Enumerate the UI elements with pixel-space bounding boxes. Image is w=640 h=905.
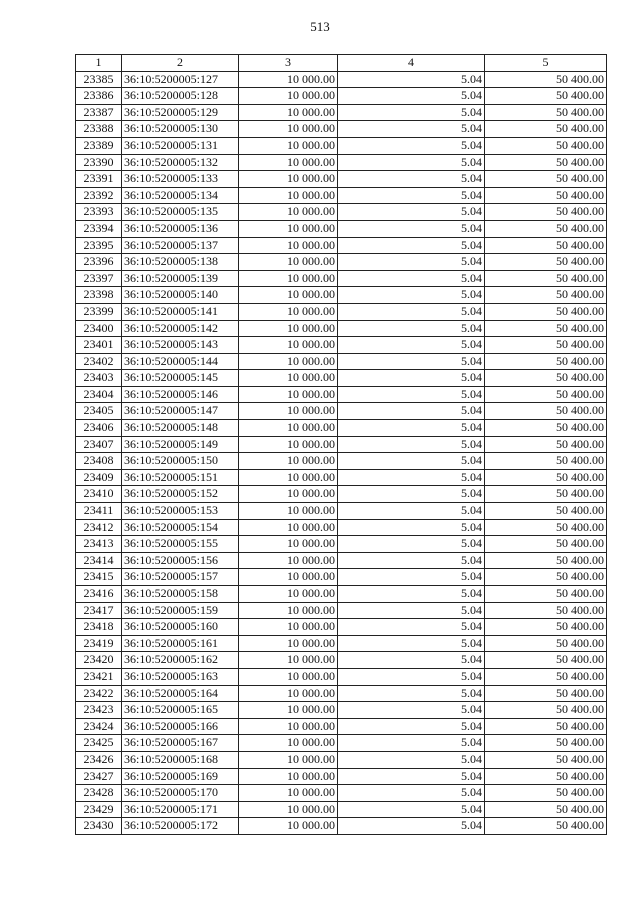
rate-cell: 5.04 bbox=[338, 569, 485, 586]
cadastral-number-cell: 36:10:5200005:131 bbox=[122, 137, 239, 154]
column-header: 4 bbox=[338, 55, 485, 72]
row-number-cell: 23429 bbox=[76, 801, 122, 818]
cadastral-number-cell: 36:10:5200005:133 bbox=[122, 171, 239, 188]
area-cell: 10 000.00 bbox=[239, 270, 338, 287]
table-row bbox=[76, 735, 607, 752]
amount-cell: 50 400.00 bbox=[485, 420, 607, 437]
cadastral-number-cell: 36:10:5200005:171 bbox=[122, 801, 239, 818]
amount-cell: 50 400.00 bbox=[485, 204, 607, 221]
amount-cell: 50 400.00 bbox=[485, 104, 607, 121]
area-cell: 10 000.00 bbox=[239, 420, 338, 437]
amount-cell: 50 400.00 bbox=[485, 88, 607, 105]
area-cell: 10 000.00 bbox=[239, 204, 338, 221]
row-number-cell: 23423 bbox=[76, 702, 122, 719]
table-row bbox=[76, 320, 607, 337]
area-cell: 10 000.00 bbox=[239, 453, 338, 470]
table-body bbox=[76, 71, 607, 834]
amount-cell: 50 400.00 bbox=[485, 652, 607, 669]
row-number-cell: 23421 bbox=[76, 668, 122, 685]
amount-cell: 50 400.00 bbox=[485, 702, 607, 719]
amount-cell: 50 400.00 bbox=[485, 71, 607, 88]
rate-cell: 5.04 bbox=[338, 270, 485, 287]
rate-cell: 5.04 bbox=[338, 801, 485, 818]
cadastral-number-cell: 36:10:5200005:137 bbox=[122, 237, 239, 254]
amount-cell: 50 400.00 bbox=[485, 635, 607, 652]
row-number-cell: 23422 bbox=[76, 685, 122, 702]
cadastral-number-cell: 36:10:5200005:136 bbox=[122, 220, 239, 237]
area-cell: 10 000.00 bbox=[239, 137, 338, 154]
area-cell: 10 000.00 bbox=[239, 337, 338, 354]
table-row bbox=[76, 586, 607, 603]
rate-cell: 5.04 bbox=[338, 370, 485, 387]
amount-cell: 50 400.00 bbox=[485, 436, 607, 453]
area-cell: 10 000.00 bbox=[239, 353, 338, 370]
row-number-cell: 23390 bbox=[76, 154, 122, 171]
rate-cell: 5.04 bbox=[338, 652, 485, 669]
row-number-cell: 23405 bbox=[76, 403, 122, 420]
cadastral-number-cell: 36:10:5200005:138 bbox=[122, 254, 239, 271]
cadastral-number-cell: 36:10:5200005:167 bbox=[122, 735, 239, 752]
cadastral-number-cell: 36:10:5200005:164 bbox=[122, 685, 239, 702]
table-row bbox=[76, 785, 607, 802]
cadastral-number-cell: 36:10:5200005:135 bbox=[122, 204, 239, 221]
table-row bbox=[76, 137, 607, 154]
cadastral-number-cell: 36:10:5200005:139 bbox=[122, 270, 239, 287]
rate-cell: 5.04 bbox=[338, 303, 485, 320]
cadastral-number-cell: 36:10:5200005:156 bbox=[122, 552, 239, 569]
area-cell: 10 000.00 bbox=[239, 436, 338, 453]
rate-cell: 5.04 bbox=[338, 818, 485, 835]
cadastral-number-cell: 36:10:5200005:166 bbox=[122, 718, 239, 735]
cadastral-number-cell: 36:10:5200005:149 bbox=[122, 436, 239, 453]
column-header: 2 bbox=[122, 55, 239, 72]
row-number-cell: 23430 bbox=[76, 818, 122, 835]
cadastral-number-cell: 36:10:5200005:172 bbox=[122, 818, 239, 835]
rate-cell: 5.04 bbox=[338, 785, 485, 802]
amount-cell: 50 400.00 bbox=[485, 801, 607, 818]
cadastral-number-cell: 36:10:5200005:170 bbox=[122, 785, 239, 802]
amount-cell: 50 400.00 bbox=[485, 536, 607, 553]
amount-cell: 50 400.00 bbox=[485, 668, 607, 685]
area-cell: 10 000.00 bbox=[239, 668, 338, 685]
cadastral-number-cell: 36:10:5200005:143 bbox=[122, 337, 239, 354]
rate-cell: 5.04 bbox=[338, 403, 485, 420]
amount-cell: 50 400.00 bbox=[485, 453, 607, 470]
rate-cell: 5.04 bbox=[338, 718, 485, 735]
amount-cell: 50 400.00 bbox=[485, 337, 607, 354]
rate-cell: 5.04 bbox=[338, 702, 485, 719]
rate-cell: 5.04 bbox=[338, 386, 485, 403]
table-row bbox=[76, 436, 607, 453]
amount-cell: 50 400.00 bbox=[485, 386, 607, 403]
rate-cell: 5.04 bbox=[338, 586, 485, 603]
area-cell: 10 000.00 bbox=[239, 602, 338, 619]
area-cell: 10 000.00 bbox=[239, 818, 338, 835]
cadastral-number-cell: 36:10:5200005:148 bbox=[122, 420, 239, 437]
amount-cell: 50 400.00 bbox=[485, 154, 607, 171]
rate-cell: 5.04 bbox=[338, 254, 485, 271]
area-cell: 10 000.00 bbox=[239, 801, 338, 818]
area-cell: 10 000.00 bbox=[239, 403, 338, 420]
area-cell: 10 000.00 bbox=[239, 104, 338, 121]
table-row bbox=[76, 303, 607, 320]
area-cell: 10 000.00 bbox=[239, 751, 338, 768]
table-row bbox=[76, 668, 607, 685]
amount-cell: 50 400.00 bbox=[485, 519, 607, 536]
row-number-cell: 23397 bbox=[76, 270, 122, 287]
row-number-cell: 23400 bbox=[76, 320, 122, 337]
area-cell: 10 000.00 bbox=[239, 718, 338, 735]
amount-cell: 50 400.00 bbox=[485, 303, 607, 320]
table-row bbox=[76, 552, 607, 569]
amount-cell: 50 400.00 bbox=[485, 353, 607, 370]
rate-cell: 5.04 bbox=[338, 635, 485, 652]
amount-cell: 50 400.00 bbox=[485, 685, 607, 702]
area-cell: 10 000.00 bbox=[239, 702, 338, 719]
cadastral-number-cell: 36:10:5200005:128 bbox=[122, 88, 239, 105]
cadastral-number-cell: 36:10:5200005:132 bbox=[122, 154, 239, 171]
row-number-cell: 23415 bbox=[76, 569, 122, 586]
amount-cell: 50 400.00 bbox=[485, 818, 607, 835]
row-number-cell: 23396 bbox=[76, 254, 122, 271]
area-cell: 10 000.00 bbox=[239, 652, 338, 669]
row-number-cell: 23426 bbox=[76, 751, 122, 768]
row-number-cell: 23409 bbox=[76, 469, 122, 486]
row-number-cell: 23388 bbox=[76, 121, 122, 138]
area-cell: 10 000.00 bbox=[239, 171, 338, 188]
amount-cell: 50 400.00 bbox=[485, 121, 607, 138]
amount-cell: 50 400.00 bbox=[485, 785, 607, 802]
row-number-cell: 23406 bbox=[76, 420, 122, 437]
row-number-cell: 23404 bbox=[76, 386, 122, 403]
row-number-cell: 23399 bbox=[76, 303, 122, 320]
area-cell: 10 000.00 bbox=[239, 469, 338, 486]
rate-cell: 5.04 bbox=[338, 668, 485, 685]
table-row bbox=[76, 652, 607, 669]
amount-cell: 50 400.00 bbox=[485, 137, 607, 154]
cadastral-number-cell: 36:10:5200005:153 bbox=[122, 503, 239, 520]
table-row bbox=[76, 536, 607, 553]
cadastral-number-cell: 36:10:5200005:161 bbox=[122, 635, 239, 652]
amount-cell: 50 400.00 bbox=[485, 586, 607, 603]
rate-cell: 5.04 bbox=[338, 154, 485, 171]
table-row bbox=[76, 71, 607, 88]
row-number-cell: 23413 bbox=[76, 536, 122, 553]
rate-cell: 5.04 bbox=[338, 469, 485, 486]
cadastral-number-cell: 36:10:5200005:130 bbox=[122, 121, 239, 138]
rate-cell: 5.04 bbox=[338, 519, 485, 536]
area-cell: 10 000.00 bbox=[239, 785, 338, 802]
row-number-cell: 23387 bbox=[76, 104, 122, 121]
row-number-cell: 23393 bbox=[76, 204, 122, 221]
table-row bbox=[76, 237, 607, 254]
rate-cell: 5.04 bbox=[338, 536, 485, 553]
amount-cell: 50 400.00 bbox=[485, 569, 607, 586]
table-row bbox=[76, 768, 607, 785]
table-row bbox=[76, 569, 607, 586]
rate-cell: 5.04 bbox=[338, 768, 485, 785]
row-number-cell: 23389 bbox=[76, 137, 122, 154]
cadastral-number-cell: 36:10:5200005:134 bbox=[122, 187, 239, 204]
table-row bbox=[76, 204, 607, 221]
table-row bbox=[76, 254, 607, 271]
cadastral-number-cell: 36:10:5200005:144 bbox=[122, 353, 239, 370]
row-number-cell: 23408 bbox=[76, 453, 122, 470]
row-number-cell: 23428 bbox=[76, 785, 122, 802]
row-number-cell: 23392 bbox=[76, 187, 122, 204]
row-number-cell: 23427 bbox=[76, 768, 122, 785]
amount-cell: 50 400.00 bbox=[485, 503, 607, 520]
amount-cell: 50 400.00 bbox=[485, 237, 607, 254]
table-row bbox=[76, 801, 607, 818]
table-row bbox=[76, 420, 607, 437]
rate-cell: 5.04 bbox=[338, 503, 485, 520]
cadastral-number-cell: 36:10:5200005:162 bbox=[122, 652, 239, 669]
area-cell: 10 000.00 bbox=[239, 519, 338, 536]
column-header: 3 bbox=[239, 55, 338, 72]
table-row bbox=[76, 503, 607, 520]
area-cell: 10 000.00 bbox=[239, 619, 338, 636]
rate-cell: 5.04 bbox=[338, 602, 485, 619]
cadastral-number-cell: 36:10:5200005:163 bbox=[122, 668, 239, 685]
rate-cell: 5.04 bbox=[338, 353, 485, 370]
rate-cell: 5.04 bbox=[338, 735, 485, 752]
rate-cell: 5.04 bbox=[338, 121, 485, 138]
area-cell: 10 000.00 bbox=[239, 503, 338, 520]
cadastral-number-cell: 36:10:5200005:147 bbox=[122, 403, 239, 420]
rate-cell: 5.04 bbox=[338, 337, 485, 354]
amount-cell: 50 400.00 bbox=[485, 619, 607, 636]
cadastral-number-cell: 36:10:5200005:141 bbox=[122, 303, 239, 320]
table-row bbox=[76, 519, 607, 536]
table-row bbox=[76, 270, 607, 287]
table-row bbox=[76, 370, 607, 387]
area-cell: 10 000.00 bbox=[239, 88, 338, 105]
rate-cell: 5.04 bbox=[338, 420, 485, 437]
rate-cell: 5.04 bbox=[338, 751, 485, 768]
row-number-cell: 23398 bbox=[76, 287, 122, 304]
row-number-cell: 23420 bbox=[76, 652, 122, 669]
area-cell: 10 000.00 bbox=[239, 635, 338, 652]
table-row bbox=[76, 403, 607, 420]
cadastral-number-cell: 36:10:5200005:169 bbox=[122, 768, 239, 785]
rate-cell: 5.04 bbox=[338, 436, 485, 453]
table-row bbox=[76, 702, 607, 719]
amount-cell: 50 400.00 bbox=[485, 270, 607, 287]
amount-cell: 50 400.00 bbox=[485, 469, 607, 486]
area-cell: 10 000.00 bbox=[239, 386, 338, 403]
area-cell: 10 000.00 bbox=[239, 254, 338, 271]
area-cell: 10 000.00 bbox=[239, 370, 338, 387]
table-row bbox=[76, 469, 607, 486]
row-number-cell: 23418 bbox=[76, 619, 122, 636]
area-cell: 10 000.00 bbox=[239, 187, 338, 204]
cadastral-number-cell: 36:10:5200005:129 bbox=[122, 104, 239, 121]
table-row bbox=[76, 171, 607, 188]
area-cell: 10 000.00 bbox=[239, 486, 338, 503]
area-cell: 10 000.00 bbox=[239, 685, 338, 702]
amount-cell: 50 400.00 bbox=[485, 751, 607, 768]
row-number-cell: 23386 bbox=[76, 88, 122, 105]
row-number-cell: 23407 bbox=[76, 436, 122, 453]
table-header bbox=[76, 55, 607, 72]
rate-cell: 5.04 bbox=[338, 204, 485, 221]
rate-cell: 5.04 bbox=[338, 685, 485, 702]
area-cell: 10 000.00 bbox=[239, 287, 338, 304]
row-number-cell: 23419 bbox=[76, 635, 122, 652]
amount-cell: 50 400.00 bbox=[485, 320, 607, 337]
row-number-cell: 23425 bbox=[76, 735, 122, 752]
row-number-cell: 23416 bbox=[76, 586, 122, 603]
cadastral-number-cell: 36:10:5200005:151 bbox=[122, 469, 239, 486]
table-row bbox=[76, 187, 607, 204]
cadastral-number-cell: 36:10:5200005:159 bbox=[122, 602, 239, 619]
table-row bbox=[76, 220, 607, 237]
rate-cell: 5.04 bbox=[338, 287, 485, 304]
table-row bbox=[76, 154, 607, 171]
cadastral-number-cell: 36:10:5200005:150 bbox=[122, 453, 239, 470]
rate-cell: 5.04 bbox=[338, 171, 485, 188]
row-number-cell: 23394 bbox=[76, 220, 122, 237]
row-number-cell: 23424 bbox=[76, 718, 122, 735]
data-table bbox=[75, 54, 607, 835]
cadastral-number-cell: 36:10:5200005:127 bbox=[122, 71, 239, 88]
area-cell: 10 000.00 bbox=[239, 220, 338, 237]
area-cell: 10 000.00 bbox=[239, 586, 338, 603]
row-number-cell: 23410 bbox=[76, 486, 122, 503]
cadastral-number-cell: 36:10:5200005:155 bbox=[122, 536, 239, 553]
row-number-cell: 23402 bbox=[76, 353, 122, 370]
area-cell: 10 000.00 bbox=[239, 735, 338, 752]
amount-cell: 50 400.00 bbox=[485, 370, 607, 387]
row-number-cell: 23417 bbox=[76, 602, 122, 619]
row-number-cell: 23401 bbox=[76, 337, 122, 354]
cadastral-number-cell: 36:10:5200005:160 bbox=[122, 619, 239, 636]
page-number: 513 bbox=[310, 19, 330, 34]
cadastral-number-cell: 36:10:5200005:142 bbox=[122, 320, 239, 337]
rate-cell: 5.04 bbox=[338, 137, 485, 154]
row-number-cell: 23414 bbox=[76, 552, 122, 569]
rate-cell: 5.04 bbox=[338, 237, 485, 254]
amount-cell: 50 400.00 bbox=[485, 718, 607, 735]
table-row bbox=[76, 751, 607, 768]
row-number-cell: 23411 bbox=[76, 503, 122, 520]
area-cell: 10 000.00 bbox=[239, 768, 338, 785]
area-cell: 10 000.00 bbox=[239, 303, 338, 320]
column-header: 1 bbox=[76, 55, 122, 72]
rate-cell: 5.04 bbox=[338, 619, 485, 636]
cadastral-number-cell: 36:10:5200005:158 bbox=[122, 586, 239, 603]
cadastral-number-cell: 36:10:5200005:165 bbox=[122, 702, 239, 719]
area-cell: 10 000.00 bbox=[239, 320, 338, 337]
rate-cell: 5.04 bbox=[338, 220, 485, 237]
row-number-cell: 23395 bbox=[76, 237, 122, 254]
rate-cell: 5.04 bbox=[338, 320, 485, 337]
table-row bbox=[76, 88, 607, 105]
amount-cell: 50 400.00 bbox=[485, 171, 607, 188]
table-row bbox=[76, 386, 607, 403]
amount-cell: 50 400.00 bbox=[485, 187, 607, 204]
cadastral-number-cell: 36:10:5200005:168 bbox=[122, 751, 239, 768]
table-row bbox=[76, 619, 607, 636]
amount-cell: 50 400.00 bbox=[485, 735, 607, 752]
header-row bbox=[76, 55, 607, 72]
column-header: 5 bbox=[485, 55, 607, 72]
area-cell: 10 000.00 bbox=[239, 71, 338, 88]
row-number-cell: 23385 bbox=[76, 71, 122, 88]
row-number-cell: 23403 bbox=[76, 370, 122, 387]
amount-cell: 50 400.00 bbox=[485, 768, 607, 785]
area-cell: 10 000.00 bbox=[239, 536, 338, 553]
rate-cell: 5.04 bbox=[338, 453, 485, 470]
rate-cell: 5.04 bbox=[338, 88, 485, 105]
row-number-cell: 23391 bbox=[76, 171, 122, 188]
cadastral-number-cell: 36:10:5200005:145 bbox=[122, 370, 239, 387]
area-cell: 10 000.00 bbox=[239, 154, 338, 171]
amount-cell: 50 400.00 bbox=[485, 254, 607, 271]
table-row bbox=[76, 635, 607, 652]
rate-cell: 5.04 bbox=[338, 71, 485, 88]
area-cell: 10 000.00 bbox=[239, 121, 338, 138]
area-cell: 10 000.00 bbox=[239, 237, 338, 254]
table-row bbox=[76, 453, 607, 470]
table-row bbox=[76, 353, 607, 370]
cadastral-number-cell: 36:10:5200005:157 bbox=[122, 569, 239, 586]
rate-cell: 5.04 bbox=[338, 486, 485, 503]
table-row bbox=[76, 685, 607, 702]
amount-cell: 50 400.00 bbox=[485, 486, 607, 503]
table-row bbox=[76, 287, 607, 304]
table-row bbox=[76, 718, 607, 735]
area-cell: 10 000.00 bbox=[239, 552, 338, 569]
rate-cell: 5.04 bbox=[338, 187, 485, 204]
cadastral-number-cell: 36:10:5200005:140 bbox=[122, 287, 239, 304]
cadastral-number-cell: 36:10:5200005:152 bbox=[122, 486, 239, 503]
rate-cell: 5.04 bbox=[338, 552, 485, 569]
amount-cell: 50 400.00 bbox=[485, 220, 607, 237]
cadastral-number-cell: 36:10:5200005:154 bbox=[122, 519, 239, 536]
table-row bbox=[76, 121, 607, 138]
table-row bbox=[76, 104, 607, 121]
row-number-cell: 23412 bbox=[76, 519, 122, 536]
rate-cell: 5.04 bbox=[338, 104, 485, 121]
amount-cell: 50 400.00 bbox=[485, 403, 607, 420]
amount-cell: 50 400.00 bbox=[485, 602, 607, 619]
cadastral-number-cell: 36:10:5200005:146 bbox=[122, 386, 239, 403]
amount-cell: 50 400.00 bbox=[485, 552, 607, 569]
table-row bbox=[76, 818, 607, 835]
table-row bbox=[76, 602, 607, 619]
table-row bbox=[76, 337, 607, 354]
table-row bbox=[76, 486, 607, 503]
amount-cell: 50 400.00 bbox=[485, 287, 607, 304]
area-cell: 10 000.00 bbox=[239, 569, 338, 586]
